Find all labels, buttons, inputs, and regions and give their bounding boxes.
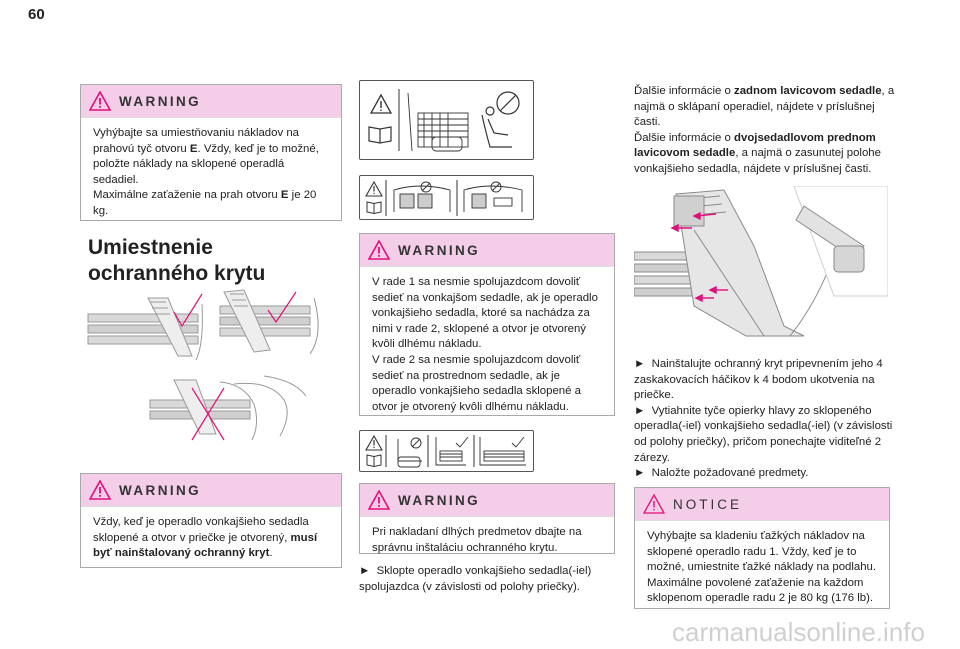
warning-title: WARNING: [119, 482, 202, 498]
seat-row-diagram-1: [394, 182, 450, 212]
instruction-steps: [634, 357, 896, 482]
bullet-arrow-icon: ►: [634, 404, 646, 417]
cover-attachment-illustration: [634, 186, 888, 342]
notice-text: Vyhýbajte sa kladeniu ťažkých nákladov na sklopené operadlo radu 1. Vždy, keď je to možné, umiestnite ťažké náklady na podlahu. Maximálne povolené zaťaženie na každom sklopenom operadle radu 2 je 80 kg (176 lb).: [647, 530, 877, 605]
warning-box-load-threshold: [80, 84, 342, 221]
warning-text: Pri nakladaní dlhých predmetov dbajte na správnu inštaláciu ochranného krytu.: [372, 526, 582, 554]
notice-box-heavy-loads: [634, 487, 890, 609]
bullet-arrow-icon: ►: [634, 358, 646, 370]
cover-not-installed-image: [150, 376, 306, 440]
warning-triangle-icon: [368, 240, 390, 260]
warning-triangle-icon: [366, 436, 382, 450]
warning-title: WARNING: [398, 492, 481, 508]
bullet-arrow-icon: ►: [359, 565, 371, 577]
warning-text: Vyhýbajte sa umiestňovaniu nákladov na prahovú tyč otvoru E. Vždy, keď je to možné, položte náklady na sklopené operadlá sedadiel. Maximálne zaťaženie na prah otvoru E je 20 kg.: [93, 127, 319, 217]
warning-triangle-icon: [368, 490, 390, 510]
cover-installed-image-1: [88, 298, 202, 360]
instruction-step: ► Sklopte operadlo vonkajšieho sedadla(-iel) spolujazdca (v závislosti od polohy priečky).: [359, 565, 592, 593]
warning-box-cover-required: [80, 473, 342, 568]
no-passenger-icon: [482, 92, 519, 147]
section-heading: Umiestnenie ochranného krytu: [88, 236, 266, 285]
warning-title: WARNING: [398, 242, 481, 258]
cargo-long-graphic: [480, 437, 526, 465]
warning-triangle-icon: [89, 480, 111, 500]
protective-cover-illustration: [84, 284, 344, 444]
warning-header: [360, 484, 614, 517]
manual-book-icon: [367, 202, 381, 214]
manual-book-icon: [369, 127, 391, 143]
cover-label-figure: [359, 430, 534, 472]
warning-header: [81, 474, 341, 507]
watermark: carmanualsonline.info: [672, 617, 925, 647]
page-number: 60: [28, 6, 45, 23]
cover-installed-image-2: [220, 290, 318, 354]
cargo-with-cover-graphic: [436, 437, 468, 465]
seat-folded-graphic: [398, 438, 422, 467]
warning-triangle-icon: [371, 95, 391, 113]
cargo-stack-graphic: [408, 93, 468, 151]
instruction-step-1: ► Nainštalujte ochranný kryt pripevnením jeho 4 zaskakovacích háčikov k 4 bodom ukotvenia na priečke.: [634, 358, 883, 402]
warning-box-passenger-restriction: [359, 233, 615, 416]
warning-text: Vždy, keď je operadlo vonkajšieho sedadla sklopené a otvor v priečke je otvorený, musí byť nainštalovaný ochranný kryt.: [93, 516, 318, 560]
warning-triangle-icon: [89, 91, 111, 111]
manual-book-icon: [367, 455, 381, 467]
seat-row-diagram-2: [464, 182, 522, 212]
seat-warning-label-figure-small: [359, 175, 534, 220]
bullet-arrow-icon: ►: [634, 467, 646, 480]
seat-warning-label-figure: [359, 80, 534, 160]
instruction-step-3: ► Naložte požadované predmety.: [634, 467, 809, 480]
notice-header: [635, 488, 889, 521]
notice-title: NOTICE: [673, 496, 743, 512]
instruction-step-2: ► Vytiahnite tyče opierky hlavy zo sklopeného operadla(-iel) vonkajšieho sedadla(-iel) (v závislosti od polohy priečky), pričom ponechajte viditeľné 2 zárezy.: [634, 404, 893, 464]
hook-detail-inset: [794, 186, 888, 296]
warning-header: [81, 85, 341, 118]
warning-title: WARNING: [119, 93, 202, 109]
warning-triangle-icon: [366, 182, 382, 196]
warning-text: V rade 1 sa nesmie spolujazdcom dovoliť sedieť na vonkajšom sedadle, ak je operadlo vonkajšieho sedadla, ktoré sa nachádza za nimi v rade 2, sklopené a otvor je otvorený kvôli dlhému nákladu. V rade 2 sa nesmie spolujazdcom dovoliť sedieť na prostrednom sedadle, ak je operadlo vonkajšieho sedadla sklopené a otvor je otvorený kvôli dlhému nákladu.: [372, 276, 598, 413]
warning-box-long-objects: [359, 483, 615, 554]
warning-header: [360, 234, 614, 267]
intro-text: Ďalšie informácie o zadnom lavicovom sedadle, a najmä o sklápaní operadiel, nájdete v príslušnej časti. Ďalšie informácie o dvojsedadlovom prednom lavicovom sedadle, a najmä o zasunutej polohe vonkajšieho sedadla, nájdete v príslušnej časti.: [634, 85, 895, 175]
notice-triangle-icon: [643, 494, 665, 514]
